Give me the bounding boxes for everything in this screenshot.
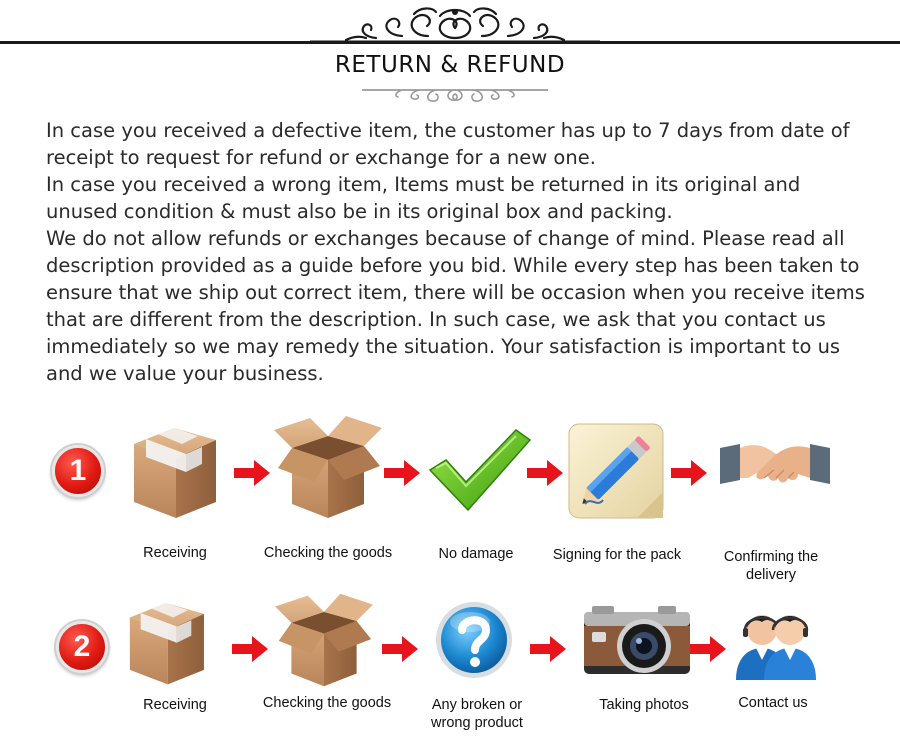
step-number-badge: 2 xyxy=(56,621,108,673)
red-arrow-icon xyxy=(527,460,563,486)
step-label: No damage xyxy=(438,546,514,562)
sealed-box-icon xyxy=(128,418,220,522)
pencil-paper-icon xyxy=(567,422,665,520)
step-number-badge: 1 xyxy=(52,445,104,497)
step-label: Signing for the pack xyxy=(552,547,682,563)
step-label: Receiving xyxy=(143,545,207,561)
red-arrow-icon xyxy=(530,636,566,662)
step-label: Receiving xyxy=(143,697,207,713)
red-arrow-icon xyxy=(384,460,420,486)
open-box-icon xyxy=(272,592,376,688)
red-arrow-icon xyxy=(232,636,268,662)
policy-paragraph: We do not allow refunds or exchanges because of change of mind. Please read all description provided as a guide before you bid. While every step has been taken to ensure that we ship out correct item, there will be occasion when you receive items that are different from the description. In such case, we ask that you contact us immediately so we may remedy the situation. Your satisfaction is important to us and we value your business. xyxy=(46,227,865,385)
policy-paragraph: In case you received a wrong item, Items must be returned in its original and unused condition & must also be in its original box and packing. xyxy=(46,173,801,223)
sealed-box-icon xyxy=(120,594,212,688)
process-row-1 xyxy=(0,412,900,592)
return-policy-text xyxy=(46,117,876,387)
step-label: Checking the goods xyxy=(263,545,393,561)
checkmark-icon xyxy=(428,426,532,512)
camera-icon xyxy=(582,604,692,678)
red-arrow-icon xyxy=(382,636,418,662)
open-box-icon xyxy=(272,414,384,520)
header xyxy=(0,0,900,112)
red-arrow-icon xyxy=(690,636,726,662)
support-agents-icon xyxy=(730,594,820,682)
question-icon xyxy=(434,600,514,680)
policy-paragraph: In case you received a defective item, the customer has up to 7 days from date of receipt to request for refund or exchange for a new one. xyxy=(46,119,850,169)
ornament-bottom-icon xyxy=(362,84,548,106)
step-label: Confirming the delivery xyxy=(723,549,819,583)
page-title: RETURN & REFUND xyxy=(334,52,566,78)
red-arrow-icon xyxy=(671,460,707,486)
step-label: Any broken or wrong product xyxy=(431,697,523,731)
step-label: Contact us xyxy=(738,695,808,711)
ornament-top-icon xyxy=(310,2,600,46)
step-label: Taking photos xyxy=(599,697,689,713)
process-row-2 xyxy=(0,588,900,738)
handshake-icon xyxy=(718,434,832,504)
step-label: Checking the goods xyxy=(262,695,392,711)
red-arrow-icon xyxy=(234,460,270,486)
